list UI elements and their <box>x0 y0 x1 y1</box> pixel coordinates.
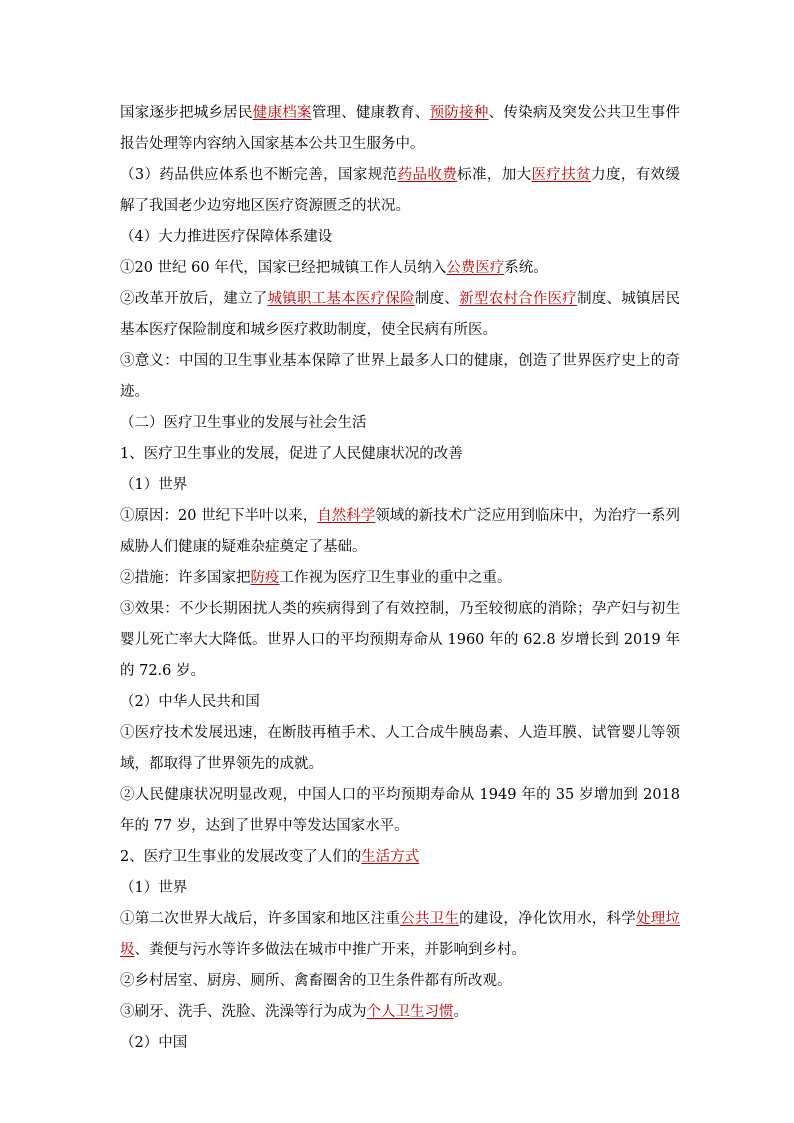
text-run: （3）药品供应体系也不断完善，国家规范 <box>120 167 398 183</box>
keyword-highlight: 处理垃圾 <box>120 911 681 958</box>
text-run: ②措施：许多国家把 <box>120 570 251 586</box>
text-run: ③效果：不少长期困扰人类的疾病得到了有效控制，乃至较彻底的消除；孕产妇与初生婴儿死亡率大大降低。世界人口的平均预期寿命从 1960 年的 62.8 岁增长到 2019 年的 72.6 岁。 <box>120 601 680 679</box>
keyword-highlight: 防疫 <box>250 570 280 586</box>
keyword-highlight: 个人卫生习惯 <box>366 1004 454 1020</box>
text-run: 2、医疗卫生事业的发展改变了人们的 <box>120 849 362 865</box>
paragraph <box>120 160 680 222</box>
text-run: 、传染病及突发公共卫生事件报告处理等内容纳入国家基本公共卫生服务中。 <box>120 105 681 152</box>
paragraph <box>120 501 680 563</box>
paragraph <box>120 966 680 997</box>
text-run: ②改革开放后，建立了 <box>120 291 268 307</box>
text-run: 管理、健康教育、 <box>311 105 430 121</box>
text-run: ①医疗技术发展迅速，在断肢再植手术、人工合成牛胰岛素、人造耳膜、试管婴儿等领域，都取得了世界领先的成就。 <box>120 725 680 772</box>
text-run: 领域的新技术广泛应用到临床中，为治疗一系列威胁人们健康的疑难杂症奠定了基础。 <box>120 508 681 555</box>
text-run: （1）世界 <box>120 880 188 896</box>
text-run: 国家逐步把城乡居民 <box>120 105 253 121</box>
keyword-highlight: 医疗扶贫 <box>531 167 592 183</box>
paragraph <box>120 1028 680 1059</box>
text-run: 的建设，净化饮用水，科学 <box>459 911 637 927</box>
text-run: ①原因：20 世纪下半叶以来， <box>120 508 318 524</box>
keyword-highlight: 自然科学 <box>317 508 376 524</box>
paragraph <box>120 346 680 408</box>
keyword-highlight: 新型农村合作医疗 <box>459 291 578 307</box>
paragraph <box>120 222 680 253</box>
paragraph <box>120 470 680 501</box>
text-run: 、粪便与污水等许多做法在城市中推广开来，并影响到乡村。 <box>134 942 526 958</box>
paragraph <box>120 98 680 160</box>
text-run: 1、医疗卫生事业的发展，促进了人民健康状况的改善 <box>120 446 463 462</box>
keyword-highlight: 预防接种 <box>429 105 489 121</box>
paragraph <box>120 997 680 1028</box>
text-run: ③意义：中国的卫生事业基本保障了世界上最多人口的健康，创造了世界医疗史上的奇迹。 <box>120 353 680 400</box>
text-run: 标准，加大 <box>457 167 532 183</box>
paragraph <box>120 439 680 470</box>
paragraph <box>120 780 680 842</box>
paragraph <box>120 284 680 346</box>
text-run: （二）医疗卫生事业的发展与社会生活 <box>120 415 367 431</box>
text-run: ①第二次世界大战后，许多国家和地区注重 <box>120 911 401 927</box>
text-run: ②乡村居室、厨房、厕所、禽畜圈舍的卫生条件都有所改观。 <box>120 973 512 989</box>
text-run: 工作视为医疗卫生事业的重中之重。 <box>279 570 512 586</box>
paragraph <box>120 687 680 718</box>
paragraph <box>120 594 680 687</box>
text-run: ③刷牙、洗手、洗脸、洗澡等行为成为 <box>120 1004 367 1020</box>
text-run: ①20 世纪 60 年代，国家已经把城镇工作人员纳入 <box>120 260 447 276</box>
keyword-highlight: 公共卫生 <box>400 911 460 927</box>
paragraph <box>120 842 680 873</box>
text-run: 系统。 <box>504 260 548 276</box>
text-run: （1）世界 <box>120 477 188 493</box>
paragraph <box>120 718 680 780</box>
paragraph <box>120 904 680 966</box>
text-run: （2）中国 <box>120 1035 188 1051</box>
text-run: 制度、 <box>414 291 460 307</box>
text-run: （4）大力推进医疗保障体系建设 <box>120 229 333 245</box>
paragraph <box>120 563 680 594</box>
text-run: 力度，有效缓解了我国老少边穷地区医疗资源匮乏的状况。 <box>120 167 681 214</box>
text-run: 。 <box>453 1004 468 1020</box>
document-body <box>120 98 680 1059</box>
keyword-highlight: 药品收费 <box>397 167 458 183</box>
text-run: ②人民健康状况明显改观，中国人口的平均预期寿命从 1949 年的 35 岁增加到 2018 年的 77 岁，达到了世界中等发达国家水平。 <box>120 787 680 834</box>
keyword-highlight: 生活方式 <box>361 849 420 865</box>
paragraph <box>120 253 680 284</box>
paragraph <box>120 873 680 904</box>
keyword-highlight: 城镇职工基本医疗保险 <box>267 291 415 307</box>
keyword-highlight: 公费医疗 <box>446 260 505 276</box>
text-run: （2）中华人民共和国 <box>120 694 260 710</box>
paragraph <box>120 408 680 439</box>
keyword-highlight: 健康档案 <box>252 105 312 121</box>
text-run: 制度、城镇居民基本医疗保险制度和城乡医疗救助制度，使全民病有所医。 <box>120 291 681 338</box>
